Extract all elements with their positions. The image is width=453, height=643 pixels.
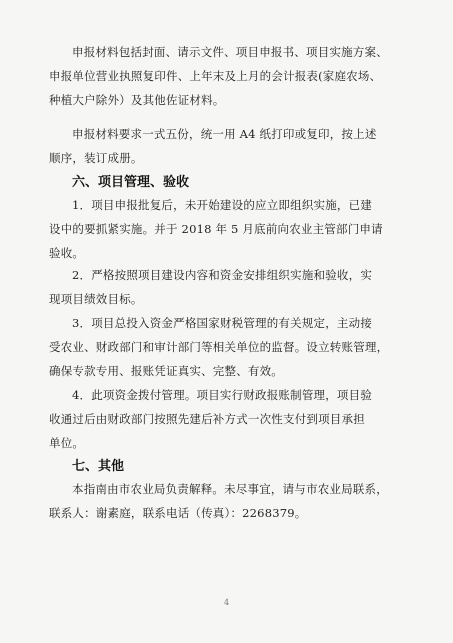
text-line: 4．此项资金拨付管理。项目实行财政报账制管理，项目验: [72, 388, 373, 402]
text-line: 本指南由市农业局负责解释。未尽事宜，请与市农业局联系，: [72, 482, 388, 496]
text-line: 顺序，装订成册。: [49, 151, 143, 165]
text-line: 3．项目总投入资金严格国家财税管理的有关规定，主动接: [72, 316, 373, 330]
item-2-paragraph: [49, 263, 409, 311]
materials-paragraph: [49, 40, 409, 112]
text-line: 种植大户除外）及其他佐证材料。: [49, 93, 225, 107]
text-line: 设中的要抓紧实施。并于 2018 年 5 月底前向农业主管部门申请: [49, 222, 383, 236]
section-heading-7: 七、其他: [72, 459, 125, 474]
other-paragraph: [49, 477, 409, 525]
text-line: 收通过后由财政部门按照先建后补方式一次性支付到项目承担: [49, 412, 365, 426]
text-line: 现项目绩效目标。: [49, 292, 143, 306]
item-4-paragraph: [49, 383, 409, 455]
text-line: 确保专款专用、报账凭证真实、完整、有效。: [49, 364, 283, 378]
text-line: 验收。: [49, 246, 85, 260]
text-line: 1．项目申报批复后，未开始建设的应立即组织实施，已建: [72, 198, 373, 212]
item-3-paragraph: [49, 311, 409, 383]
section-heading-6: 六、项目管理、验收: [72, 175, 190, 190]
item-1-paragraph: [49, 193, 409, 265]
text-line: 受农业、财政部门和审计部门等相关单位的监督。设立转账管理，: [49, 340, 389, 354]
text-line: 申报单位营业执照复印件、上年末及上月的会计报表(家庭农场、: [49, 69, 382, 83]
page-number: 4: [223, 598, 230, 607]
text-line: 2．严格按照项目建设内容和资金安排组织实施和验收，实: [72, 268, 373, 282]
text-line: 申报材料要求一式五份，统一用 A4 纸打印或复印，按上述: [72, 127, 377, 141]
copies-paragraph: [49, 122, 409, 170]
text-line: 联系人：谢素庭，联系电话（传真）：2268379。: [49, 506, 307, 520]
text-line: 申报材料包括封面、请示文件、项目申报书、项目实施方案、: [72, 45, 388, 59]
text-line: 单位。: [49, 436, 85, 450]
